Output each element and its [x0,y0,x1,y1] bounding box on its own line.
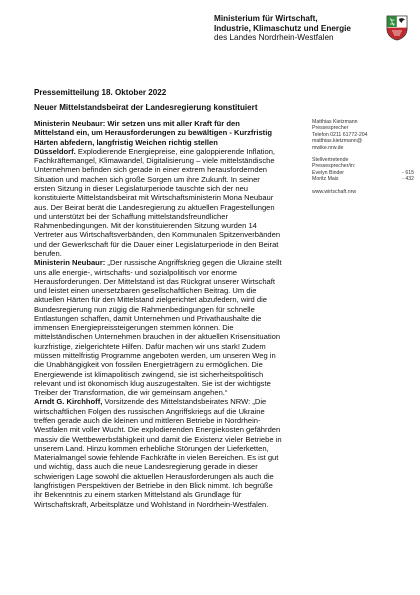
press-release-meta [34,88,304,113]
deputies-label-line1: Stellvertretende [312,157,349,164]
website-link[interactable]: www.wirtschaft.nrw [312,188,357,195]
ministry-name-line3: des Landes Nordrhein-Westfalen [214,33,334,43]
paragraph-neubaur [34,258,302,397]
press-release-body [34,119,302,509]
deputy-row [312,176,414,182]
press-contact-sidebar [312,119,414,195]
spokesperson-email-line1[interactable]: matthias.kietzmann@ [312,138,362,145]
deputy-name: Evelyn Binder [312,169,345,176]
paragraph-lead: Arndt G. Kirchhoff, [34,397,103,407]
press-release-date: Pressemitteilung 18. Oktober 2022 [34,88,167,97]
spokesperson-email-line2[interactable]: mwike.nrw.de [312,144,344,151]
ministry-name-line2: Industrie, Klimaschutz und Energie [214,23,351,33]
press-release-headline: Neuer Mittelstandsbeirat der Landesregierung konstituiert [34,103,258,112]
ministry-name-line1: Ministerium für Wirtschaft, [214,14,318,23]
paragraph-kirchhoff [34,397,302,508]
paragraph-text: Vorsitzende des Mittelstandsbeirates NRW: „Die wirtschaftlichen Folgen des russischen Angriffskriegs auf die Ukraine treffen gerade auch die kleinen und mittleren Betriebe in Nordrhein- Westfalen mit voller Wucht. Die explodierenden Energiekosten gefährden massiv die Wettbewerbsfähigkeit und damit die Existenz vieler Betriebe in unserem Land. Hinzu kommen erhebliche Störungen der Lieferketten, Materialmangel sowie fehlende Fachkräfte in vielen Bereichen. Es ist gut und wichtig, dass auch die neue Landesregierung gerade in dieser schwierigen Lage sowohl die aktuellen Herausforderungen als auch die langfristigen Perspektiven der Betriebe in den Blick nimmt. Ich begrüße ihr Bekenntnis zu einem starken Mittelstand als Grundlage für Wirtschaftskraft, Arbeitsplätze und Wohlstand in Nordrhein-Westfalen. [34,397,282,509]
nrw-coat-of-arms-icon [386,15,408,41]
spokesperson-phone: Telefon 0211 61772-204 [312,131,368,138]
paragraph-lead: Düsseldorf. [34,146,76,156]
deputy-phone: - 615 [402,169,414,176]
paragraph-text: „Der russische Angriffskrieg gegen die Ukraine stellt uns alle energie-, wirtschafts- und sozialpolitisch vor enorme Herausforderungen. Der Mittelstand ist das Rückgrat unserer Wirtschaft und leistet einen unersetzbaren gesellschaftlichen Beitrag. Um die aktuellen Härten für den Mittelstand zielgerichtet abzufedern, wird die Bundesregierung nun zügig die Rahmenbedingungen für schnelle Entlastungen schaffen, damit Unternehmen und Privathaushalte die immensen Energiepreissteigerungen stemmen können. Die mittelständischen Unternehmen brauchen in der aktuellen Krisensituation kurzfristige, zielgerichtete Hilfen. Dafür machen wir uns stark! Zudem müssen mittelfristig Programme angeboten werden, um unseren Weg in die Unabhängigkeit von fossilen Energieträgern zu ermöglichen. Die Energiewende ist klimapolitisch zwingend, sie ist sicherheitspolitisch relevant und ist ökonomisch klug auszugestalten. Sie ist der wichtigste Treiber der Transformation, die wir gemeinsam angehen.“ [34,258,282,398]
paragraph-lead: Ministerin Neubaur: [34,258,106,268]
spokesperson-role: Pressesprecher [312,125,349,132]
deputy-name: Moritz Mais [312,176,339,183]
paragraph-text: Explodierende Energiepreise, eine galoppierende Inflation, Fachkräftemangel, Klimawandel, Digitalisierung – viele mittelständische Unternehmen befinden sich gerade in einer extrem herausfordernden Situation und machen sich große Sorgen um ihre Zukunft. In seiner ersten Sitzung in dieser Legislaturperiode tauschte sich der neu konstituierte Mittelstandsbeirat mit Wirtschaftsministerin Mona Neubaur aus. Der Beirat berät die Landesregierung zu aktuellen Fragestellungen und unterstützt bei der Schaffung mittelstandsfreundlicher Rahmenbedingungen. Mit der konstituierenden Sitzung wurden 14 Vertreter aus Wirtschaftsverbänden, den Kommunalen Spitzenverbänden und der Gewerkschaft für die Dauer einer Legislaturperiode in den Beirat berufen. [34,146,281,258]
ministry-header [214,14,379,43]
deputies-label-line2: Pressesprecher/in: [312,163,356,170]
deputy-phone: - 432 [402,176,414,183]
spokesperson-name: Matthias Kietzmann [312,119,358,125]
press-release-subhead: Ministerin Neubaur: Wir setzen uns mit aller Kraft für den Mittelstand ein, um Herausforderungen zu bewältigen - Kurzfristig Härten abfedern, langfristig Weichen richtig stellen [34,119,272,147]
paragraph-dusseldorf [34,147,302,258]
